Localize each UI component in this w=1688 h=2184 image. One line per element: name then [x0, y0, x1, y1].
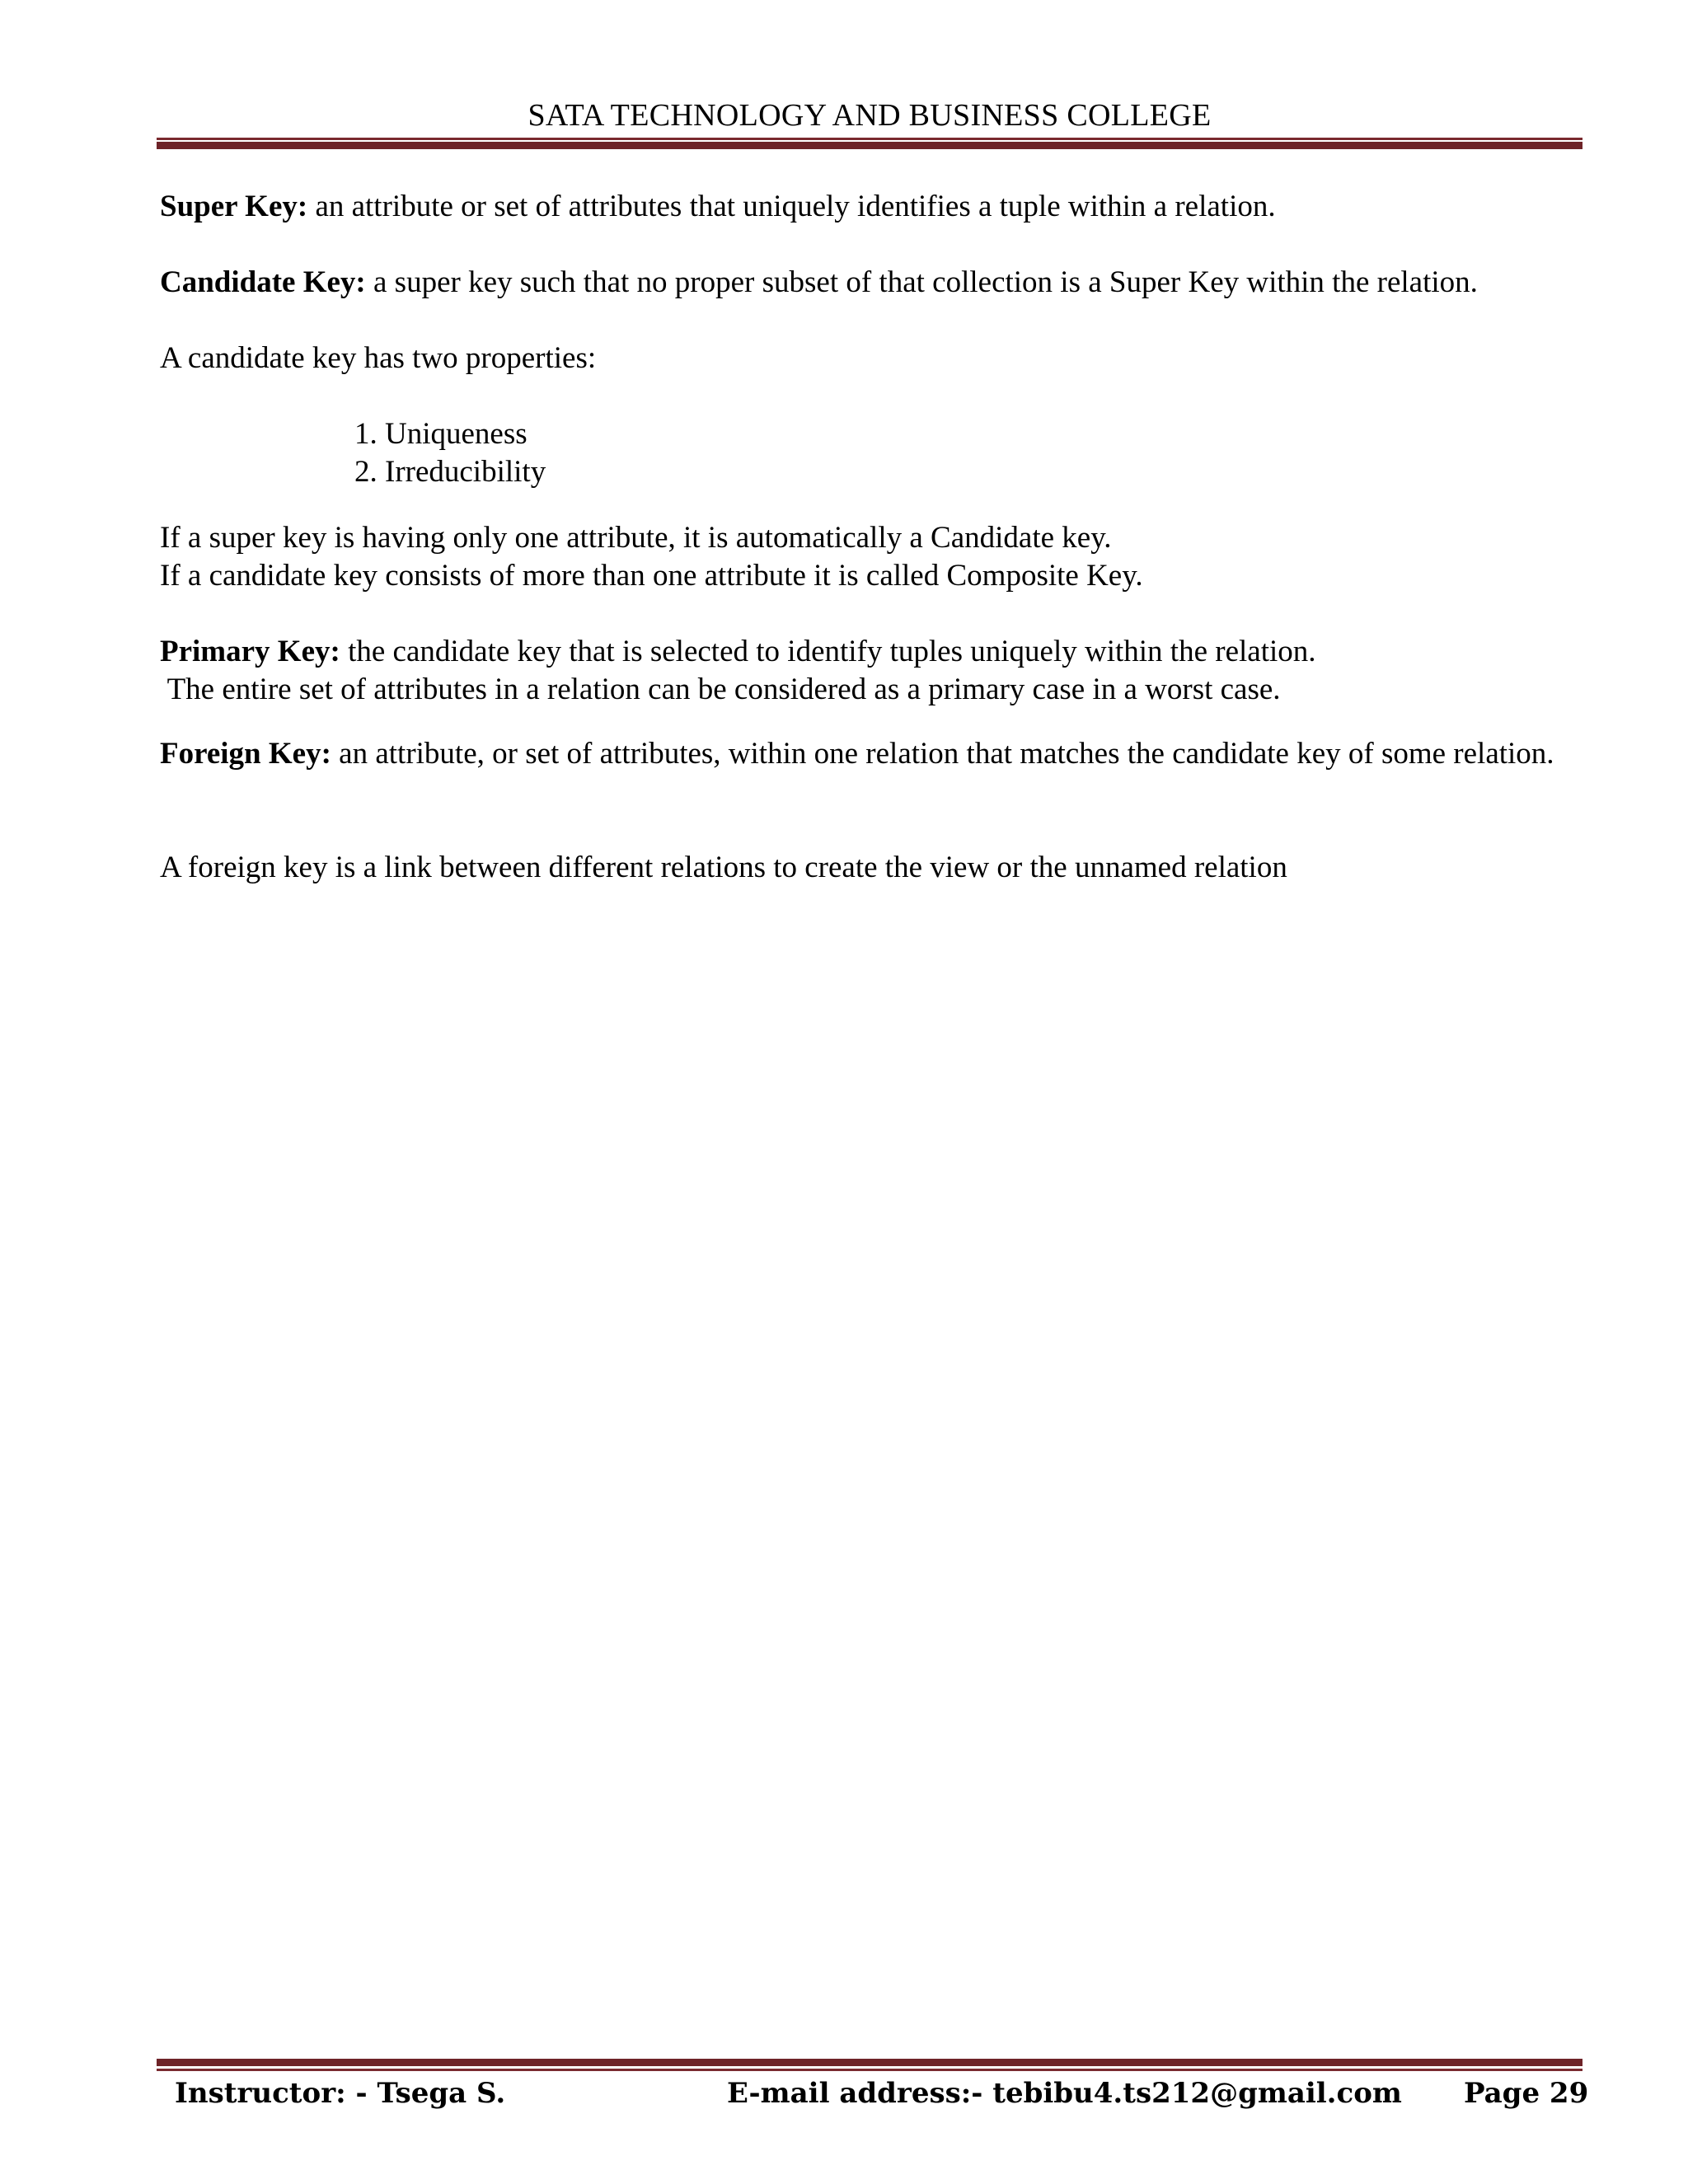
primary-key-text: the candidate key that is selected to identify tuples uniquely within the relation.: [340, 635, 1316, 668]
footer-email: E-mail address:- tebibu4.ts212@gmail.com: [727, 2077, 1402, 2110]
property-list-item: 2. Irreducibility: [354, 455, 546, 489]
primary-key-term: Primary Key:: [160, 635, 340, 668]
foreign-key-term: Foreign Key:: [160, 737, 331, 771]
footer-instructor: Instructor: - Tsega S.: [175, 2077, 506, 2110]
foreign-key-definition: [160, 735, 1561, 773]
super-key-term: Super Key:: [160, 190, 308, 223]
primary-key-definition: [160, 633, 1316, 671]
note-line-2: If a candidate key consists of more than one attribute it is called Composite Key.: [160, 559, 1143, 593]
candidate-key-text: a super key such that no proper subset of that collection is a Super Key within the relation.: [365, 265, 1478, 299]
page-header-title: SATA TECHNOLOGY AND BUSINESS COLLEGE: [528, 98, 1212, 133]
footer-rule-thin: [157, 2069, 1582, 2071]
primary-key-line-2: The entire set of attributes in a relation can be considered as a primary case in a worst case.: [160, 673, 1281, 706]
header-rule-thick: [157, 142, 1582, 149]
foreign-key-note: A foreign key is a link between different relations to create the view or the unnamed relation: [160, 851, 1287, 884]
footer-rule-thick: [157, 2059, 1582, 2066]
candidate-key-definition: [160, 264, 1478, 302]
note-line-1: If a super key is having only one attribute, it is automatically a Candidate key.: [160, 521, 1112, 555]
property-list-item: 1. Uniqueness: [354, 417, 528, 451]
super-key-text: an attribute or set of attributes that uniquely identifies a tuple within a relation.: [307, 190, 1276, 223]
foreign-key-text: an attribute, or set of attributes, within one relation that matches the candidate key of some relation.: [331, 737, 1554, 771]
candidate-key-term: Candidate Key:: [160, 265, 366, 299]
super-key-definition: [160, 188, 1276, 226]
header-rule-thin: [157, 138, 1582, 140]
properties-intro: A candidate key has two properties:: [160, 341, 597, 375]
footer-page-number: Page 29: [1464, 2077, 1589, 2110]
